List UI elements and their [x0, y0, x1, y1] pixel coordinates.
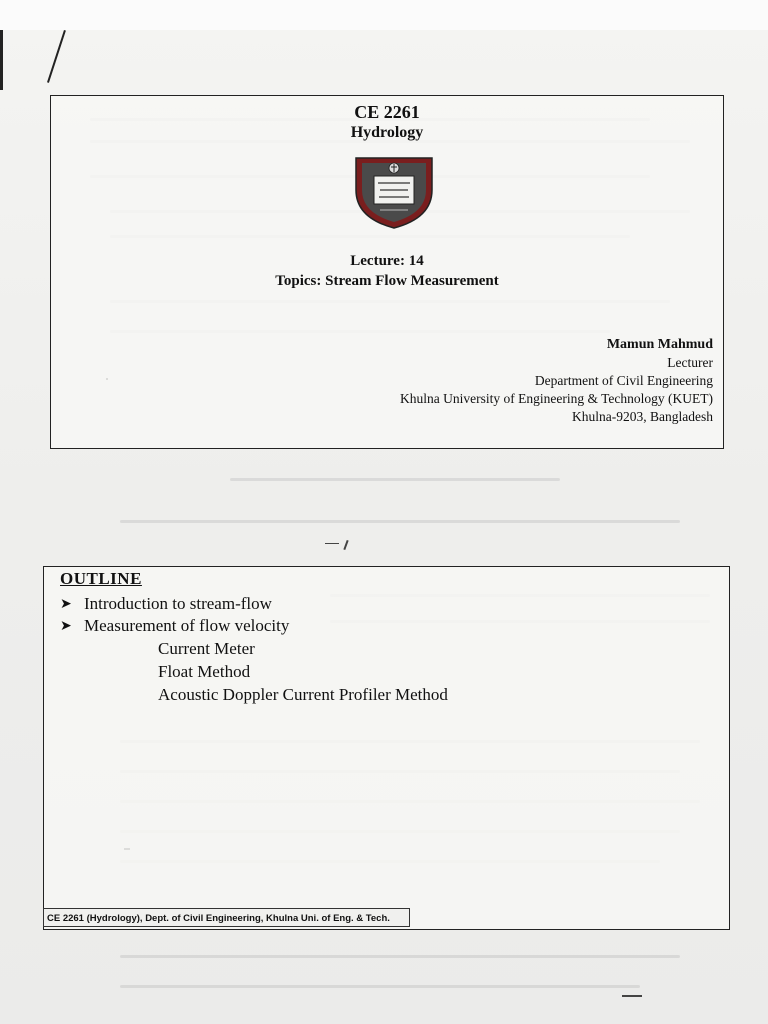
bleed-through-line [230, 478, 560, 481]
lecture-topic: Topics: Stream Flow Measurement [275, 273, 499, 289]
course-title: Hydrology [350, 124, 424, 141]
author-department: Department of Civil Engineering [534, 373, 713, 388]
outline-bullet [60, 594, 272, 614]
lecture-number: Lecture: 14 [350, 253, 424, 269]
bullet-text: Measurement of flow velocity [84, 616, 290, 635]
bleed-through-line [120, 955, 680, 958]
outline-slide [43, 566, 730, 930]
outline-sub-item: Acoustic Doppler Current Profiler Method [158, 685, 448, 704]
outline-heading: OUTLINE [60, 569, 142, 588]
slide-footer: CE 2261 (Hydrology), Dept. of Civil Engineering, Khulna Uni. of Eng. & Tech. [43, 908, 410, 927]
arrow-bullet-icon: ➤ [60, 596, 72, 612]
author-block [400, 336, 713, 426]
bleed-through-line [120, 520, 680, 523]
title-slide [50, 95, 724, 449]
author-name: Mamun Mahmud [606, 337, 713, 352]
bleed-through-line [120, 985, 640, 988]
author-university: Khulna University of Engineering & Technology (KUET) [400, 391, 713, 406]
author-role: Lecturer [667, 355, 713, 370]
course-code: CE 2261 [354, 102, 420, 122]
speck [325, 543, 339, 544]
outline-sub-item: Current Meter [158, 639, 255, 658]
pen-stroke [47, 30, 66, 83]
bullet-text: Introduction to stream-flow [84, 594, 272, 613]
top-margin [0, 0, 768, 30]
arrow-bullet-icon: ➤ [60, 618, 72, 634]
speck [343, 540, 348, 550]
kuet-seal-logo [350, 152, 438, 230]
author-address: Khulna-9203, Bangladesh [572, 409, 713, 424]
outline-sub-item: Float Method [158, 662, 251, 681]
edge-mark [0, 30, 3, 90]
speck [622, 995, 642, 997]
outline-bullet [60, 616, 289, 636]
